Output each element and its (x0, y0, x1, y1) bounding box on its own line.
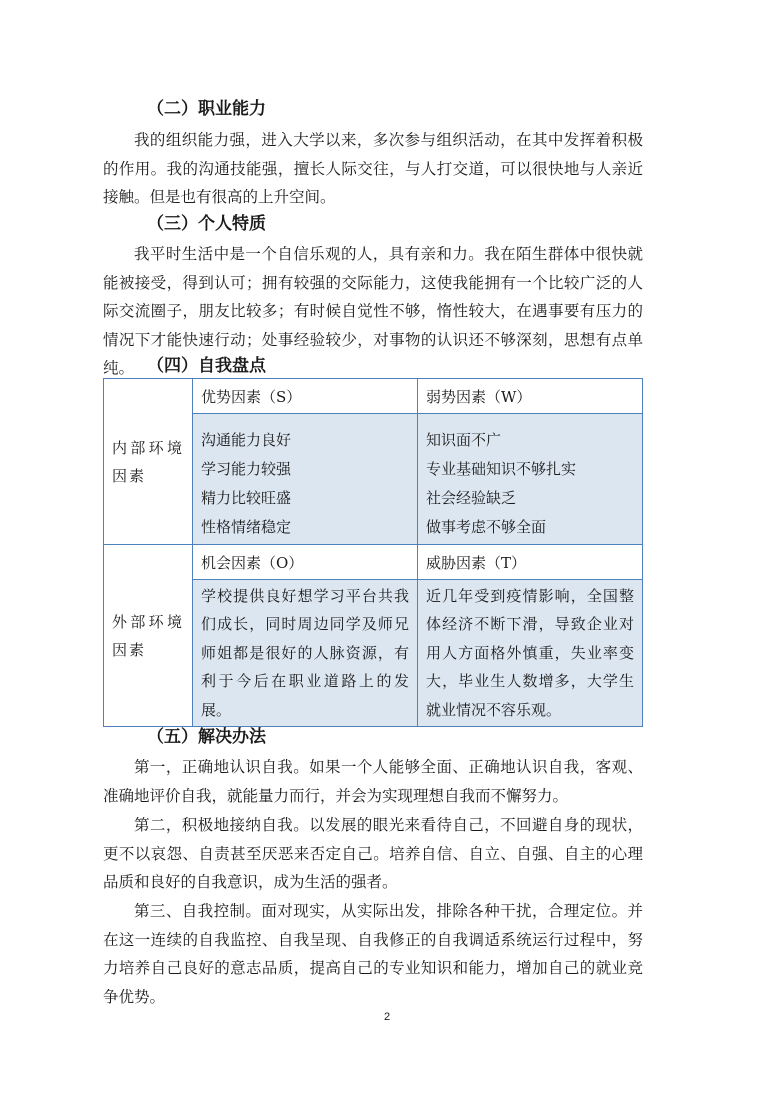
list-item: 社会经验缺乏 (426, 489, 517, 507)
opportunities-header: 机会因素（O） (193, 545, 418, 580)
threats-cell: 近几年受到疫情影响，全国整体经济不断下滑，导致企业对用人方面格外慎重，失业率变大，毕业生人数增多，大学生就业情况不容乐观。 (418, 580, 643, 727)
list-item: 性格情绪稳定 (201, 518, 292, 536)
weaknesses-cell (418, 414, 643, 545)
swot-table (103, 378, 643, 727)
paragraph-solution-3: 第三、自我控制。面对现实，从实际出发，排除各种干扰，合理定位。并在这一连续的自我监控、自我呈现、自我修正的自我调适系统运行过程中，努力培养自己良好的意志品质，提高自己的专业知识和能力，增加自己的就业竞争优势。 (103, 902, 643, 1006)
opportunities-cell: 学校提供良好想学习平台共我们成长，同时周边同学及师兄师姐都是很好的人脉资源，有利于今后在职业道路上的发展。 (193, 580, 418, 727)
paragraph-career-ability: 我的组织能力强，进入大学以来，多次参与组织活动，在其中发挥着积极的作用。我的沟通技能强，擅长人际交往，与人打交道，可以很快地与人亲近接触。但是也有很高的上升空间。 (103, 131, 643, 206)
list-item: 专业基础知识不够扎实 (426, 460, 577, 478)
list-item: 学习能力较强 (201, 460, 292, 478)
external-environment-label: 外部环境因素 (104, 545, 193, 727)
strengths-cell (193, 414, 418, 545)
section-heading-solutions: （五）解决办法 (147, 727, 266, 747)
paragraph-solution-2: 第二，积极地接纳自我。以发展的眼光来看待自己，不回避自身的现状，更不以哀怨、自责甚至厌恶来否定自己。培养自信、自立、自强、自主的心理品质和良好的自我意识，成为生活的强者。 (103, 816, 643, 891)
section-heading-self-inventory: （四）自我盘点 (147, 356, 266, 376)
section-heading-personal-traits: （三）个人特质 (147, 214, 266, 234)
paragraph-solution-1: 第一，正确地认识自我。如果一个人能够全面、正确地认识自我，客观、准确地评价自我，就能量力而行，并会为实现理想自我而不懈努力。 (103, 758, 643, 805)
page-number: 2 (383, 1011, 391, 1023)
list-item: 沟通能力良好 (201, 431, 292, 449)
paragraph-personal-traits: 我平时生活中是一个自信乐观的人，具有亲和力。我在陌生群体中很快就能被接受，得到认可；拥有较强的交际能力，这使我能拥有一个比较广泛的人际交流圈子，朋友比较多；有时候自觉性不够，惰性较大，在遇事要有压力的情况下才能快速行动；处事经验较少，对事物的认识还不够深刻，思想有点单纯。 (103, 245, 643, 377)
strengths-header: 优势因素（S） (193, 379, 418, 414)
list-item: 做事考虑不够全面 (426, 518, 547, 536)
weaknesses-header: 弱势因素（W） (418, 379, 643, 414)
internal-environment-label: 内部环境因素 (104, 379, 193, 545)
threats-header: 威胁因素（T） (418, 545, 643, 580)
list-item: 精力比较旺盛 (201, 489, 292, 507)
section-heading-career-ability: （二）职业能力 (147, 99, 266, 119)
list-item: 知识面不广 (426, 431, 502, 449)
